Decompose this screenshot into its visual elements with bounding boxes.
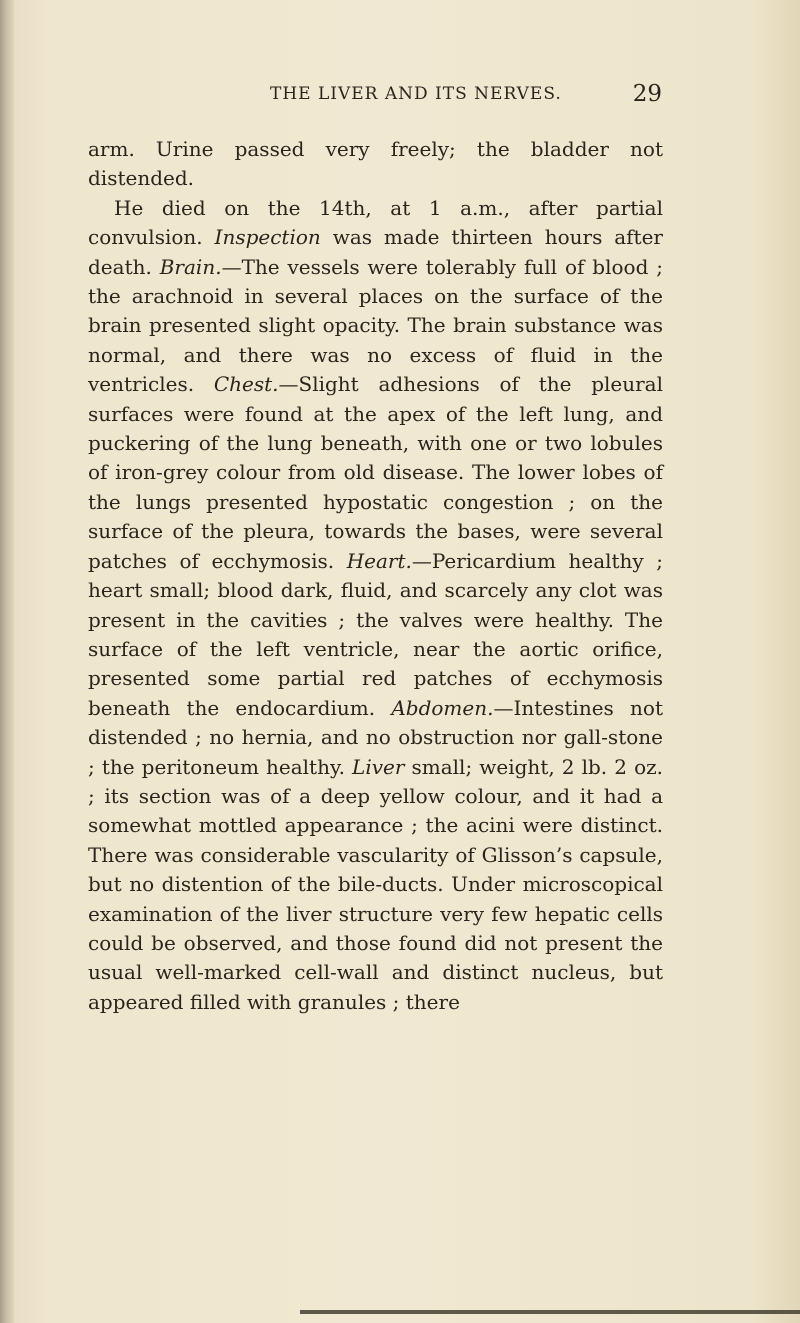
page-number: 29: [632, 81, 662, 107]
italic-heading-inspection: Inspection: [214, 225, 321, 250]
italic-heading-brain: Brain.: [159, 254, 222, 279]
page-header: [270, 81, 662, 107]
running-head: THE LIVER AND ITS NERVES.: [270, 84, 562, 104]
italic-heading-abdomen: Abdomen.: [391, 695, 494, 720]
text-run: —The vessels were tolerably full of blood ; the arachnoid in several places on the surface of the brain presented slight opacity. The brain substance was normal, and there was no excess of fluid in the ventricles.: [88, 254, 663, 397]
text-run: —Intestines not distended ; no hernia, and no obstruction nor gall-stone ; the peritoneum healthy.: [88, 695, 663, 779]
bottom-edge-rule: [300, 1310, 800, 1314]
text-run: —Slight adhesions of the pleural surfaces were found at the apex of the left lung, and puckering of the lung beneath, with one or two lobules of iron-grey colour from old disease. The lower lobes of the lungs presented hypostatic congestion ; on the surface of the pleura, towards the bases, were several patches of ecchymosis.: [88, 372, 663, 573]
text-run: was made thirteen hours after death.: [88, 225, 663, 279]
page-gutter-shadow: [0, 0, 14, 1323]
text-run: He died on the 14th, at 1 a.m., after partial convulsion.: [88, 195, 663, 250]
italic-heading-heart: Heart.: [346, 548, 412, 573]
paragraph-continuation: arm. Urine passed very freely; the bladder not distended.: [88, 137, 663, 191]
body-text: [88, 135, 663, 1017]
text-run: small; weight, 2 lb. 2 oz. ; its section was of a deep yellow colour, and it had a somewhat mottled appearance ; the acini were distinct. There was considerable vascularity of Glisson’s capsule, but no distention of the bile-ducts. Under microscopical examination of the liver structure very few hepatic cells could be observed, and those found did not present the usual well-marked cell-wall and distinct nucleus, but appeared filled with granules ; there: [88, 754, 663, 1014]
paragraph-autopsy: [88, 194, 663, 1017]
italic-heading-liver: Liver: [352, 754, 405, 779]
italic-heading-chest: Chest.: [213, 372, 279, 397]
text-run: —Pericardium healthy ; heart small; blood dark, fluid, and scarcely any clot was present in the cavities ; the valves were healthy. The surface of the left ventricle, near the aortic orifice, presented some partial red patches of ecchymosis beneath the endocardium.: [88, 548, 663, 720]
